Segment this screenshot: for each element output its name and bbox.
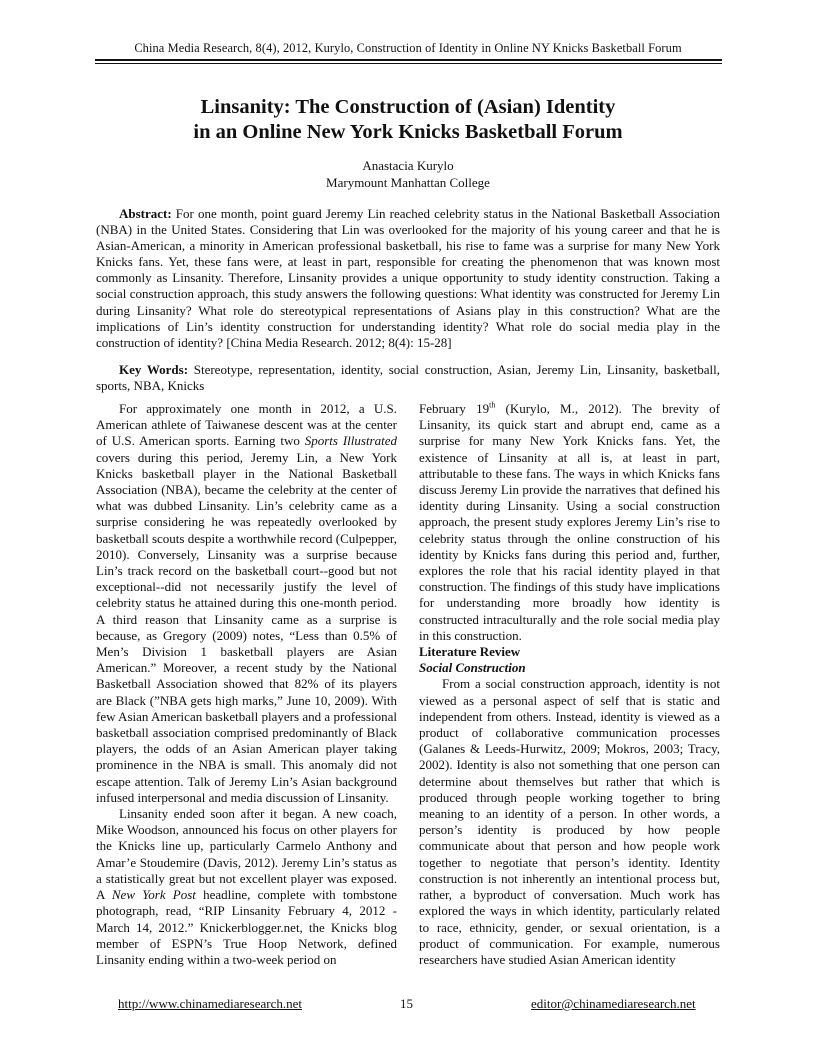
keywords — [96, 362, 720, 394]
keywords-label: Key Words: — [119, 362, 189, 377]
abstract-label: Abstract: — [119, 206, 172, 221]
header-rule-thin — [95, 63, 722, 64]
text-run: covers during this period, Jeremy Lin, a New York Knicks basketball player in the National Basketball Association (NBA), became the celebrity at the center of what was dubbed Linsanity. Lin’s celebrity came as a surprise considering he was repeatedly overlooked by basketball scouts despite a worthwhile record (Culpepper, 2010). Conversely, Linsanity was a surprise because Lin’s track record on the basketball court--good but not exceptional--did not necessarily justify the level of celebrity status he attained during this one-month period. A third reason that Linsanity came as a surprise is because, as Gregory (2009) notes, “Less than 0.5% of Men’s Division 1 basketball players are Asian American.” Moreover, a recent study by the National Basketball Association showed that 82% of its players are Black (”NBA gets high marks,” June 10, 2009). With few Asian American basketball players and a professional basketball association comprised predominantly of Black players, the odds of an Asian American player taking prominence in the NBA is small. This anomaly did not escape attention. Talk of Jeremy Lin’s Asian background infused interpersonal and media discussion of Linsanity. — [96, 449, 397, 805]
author-name: Anastacia Kurylo — [362, 158, 454, 173]
header-rule-thick — [95, 59, 722, 61]
text-run: For approximately one month in 2012, a U.S. American athlete of Taiwanese descent was at the center of U.S. American sports. Earning two — [96, 401, 397, 449]
title-line-2: in an Online New York Knicks Basketball Forum — [193, 121, 623, 143]
abstract-text: For one month, point guard Jeremy Lin reached celebrity status in the National Basketball Association (NBA) in the United States. Considering that Lin was overlooked for the majority of his young career and that he is Asian-American, a minority in American professional basketball, his rise to fame was a surprise for many New York Knicks fans. Yet, these fans were, at least in part, responsible for creating the phenomenon that was known most commonly as Linsanity. Therefore, Linsanity provides a unique opportunity to study identity construction. Taking a social construction approach, this study answers the following questions: What identity was constructed for Jeremy Lin during Linsanity? What role do stereotypical representations of Asians play in this construction? What are the implications of Lin’s identity construction for understanding identity? What role do social media play in the construction of identity? [China Media Research. 2012; 8(4): 15-28] — [96, 206, 720, 350]
body-column-right — [419, 401, 720, 968]
keywords-text: Stereotype, representation, identity, social construction, Asian, Jeremy Lin, Linsanity, basketball, sports, NBA, Knicks — [96, 362, 720, 394]
abstract — [96, 206, 720, 351]
text-run: headline, complete with tombstone photograph, read, “RIP Linsanity February 4, 2012 - March 14, 2012.” Knickerblogger.net, the Knicks blog member of ESPN’s True Hoop Network, defined Linsanity ending within a two-week period on — [96, 887, 397, 967]
italic-title: New York Post — [111, 887, 196, 903]
text-run: (Kurylo, M., 2012). The brevity of Linsanity, its quick start and abrupt end, came as a surprise for many New York Knicks fans. Yet, the existence of Linsanity at all is, at least in part, attributable to these fans. The ways in which Knicks fans discuss Jeremy Lin provide the narratives that defined his identity during Linsanity. Using a social construction approach, the present study explores Jeremy Lin’s rise to celebrity status through the online construction of his identity by Knicks fans during this period and, further, explores the role that his racial identity played in that construction. The findings of this study have implications for understanding more broadly how identity is constructed intraculturally and the role social media play in this construction. — [419, 401, 720, 643]
section-heading: Literature Review — [419, 644, 521, 660]
footer-email-link[interactable]: editor@chinamediaresearch.net — [531, 996, 696, 1011]
italic-title: Sports Illustrated — [304, 433, 397, 449]
body-paragraph — [96, 806, 397, 968]
footer-website-link[interactable]: http://www.chinamediaresearch.net — [118, 996, 302, 1011]
author-affiliation: Marymount Manhattan College — [326, 175, 490, 190]
body-paragraph — [419, 401, 720, 644]
running-head: China Media Research, 8(4), 2012, Kurylo, Construction of Identity in Online NY Knicks Basketball Forum — [134, 41, 682, 55]
text-run: Linsanity ended soon after it began. A new coach, Mike Woodson, announced his focus on other players for the Knicks line up, particularly Carmelo Anthony and Amar’e Stoudemire (Davis, 2012). Jeremy Lin’s status as a statistically great but not excellent player was exposed. A — [96, 806, 397, 903]
body-paragraph — [96, 401, 397, 806]
body-column-left — [96, 401, 397, 968]
text-run: February 19 — [419, 401, 490, 416]
title-line-1: Linsanity: The Construction of (Asian) Identity — [200, 96, 616, 118]
page-number: 15 — [400, 996, 413, 1011]
superscript: th — [489, 400, 496, 410]
article-title — [96, 95, 720, 145]
body-paragraph: From a social construction approach, identity is not viewed as a personal aspect of self that is static and independent from others. Instead, identity is viewed as a product of collaborative communication processes (Galanes & Leeds-Hurwitz, 2009; Mokros, 2003; Tracy, 2002). Identity is also not something that one person can determine about themselves but rather that which is produced through people working together to bring meaning to an identity of a person. In other words, a person’s identity is produced by how people communicate about that person and how people work together to negotiate that person’s identity. Identity construction is not inherently an intentional process but, rather, a byproduct of conversation. Much work has explored the ways in which identity, particularly related to race, ethnicity, gender, or sexual orientation, is a product of communication. For example, numerous researchers have studied Asian American identity — [419, 676, 720, 967]
subsection-heading: Social Construction — [419, 660, 526, 676]
